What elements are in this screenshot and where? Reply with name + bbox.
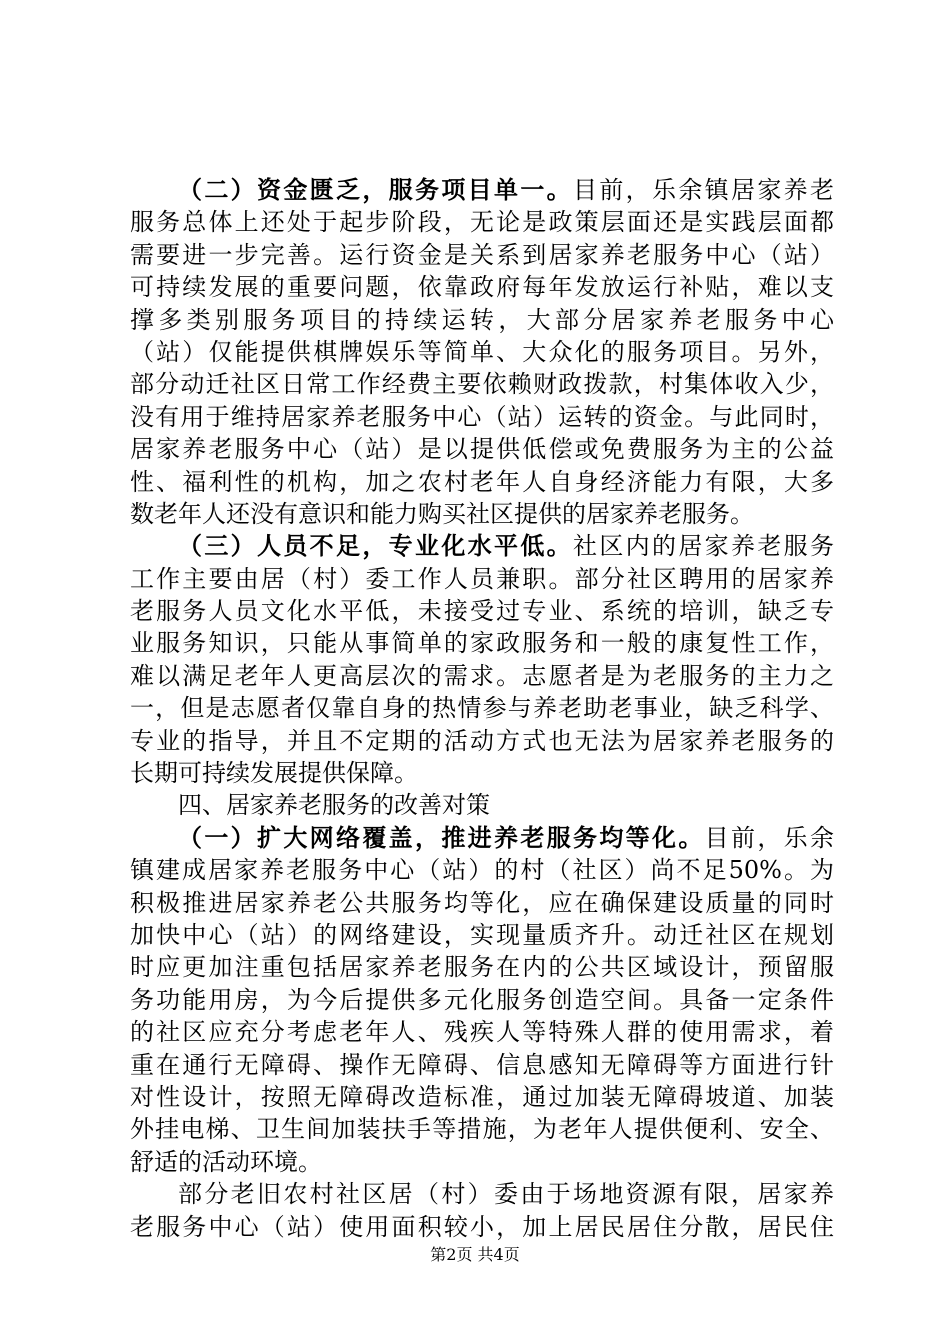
paragraph-line: （站）仅能提供棋牌娱乐等简单、大众化的服务项目。另外，: [130, 337, 834, 366]
paragraph-line: 性、福利性的机构，加之农村老年人自身经济能力有限，大多: [130, 467, 834, 496]
paragraph-line: 工作主要由居（村）委工作人员兼职。部分社区聘用的居家养: [130, 564, 834, 593]
section-subheading: （二）资金匮乏，服务项目单一。: [178, 175, 573, 204]
paragraph-text: 目前，乐余: [704, 823, 835, 852]
paragraph-line: 对性设计，按照无障碍改造标准，通过加装无障碍坡道、加装: [130, 1082, 834, 1111]
paragraph-line: [130, 530, 834, 562]
paragraph-line: 专业的指导，并且不定期的活动方式也无法为居家养老服务的: [130, 726, 834, 755]
paragraph-line: 服务总体上还处于起步阶段，无论是政策层面还是实践层面都: [130, 208, 834, 237]
paragraph-line: 时应更加注重包括居家养老服务在内的公共区域设计，预留服: [130, 953, 834, 982]
section-subheading: （一）扩大网络覆盖，推进养老服务均等化。: [178, 822, 705, 852]
document-body: [130, 174, 834, 1243]
paragraph-text: 目前，乐余镇居家养老: [573, 176, 834, 204]
paragraph-line: 的社区应充分考虑老年人、残疾人等特殊人群的使用需求，着: [130, 1018, 834, 1047]
paragraph-line: 部分老旧农村社区居（村）委由于场地资源有限，居家养: [178, 1180, 834, 1209]
paragraph-line: 老服务人员文化水平低，未接受过专业、系统的培训，缺乏专: [130, 597, 834, 626]
paragraph-line: 外挂电梯、卫生间加装扶手等措施，为老年人提供便利、安全、: [130, 1115, 834, 1144]
paragraph-line: 撑多类别服务项目的持续运转，大部分居家养老服务中心: [130, 305, 834, 334]
page-number-footer: 第2页 共4页: [430, 1245, 520, 1264]
paragraph-line: 加快中心（站）的网络建设，实现量质齐升。动迁社区在规划: [130, 920, 834, 949]
section-heading: 四、居家养老服务的改善对策: [178, 791, 490, 820]
paragraph-line: 重在通行无障碍、操作无障碍、信息感知无障碍等方面进行针: [130, 1050, 834, 1079]
paragraph-line: 镇建成居家养老服务中心（站）的村（社区）尚不足50%。为: [130, 856, 834, 885]
paragraph-line: 可持续发展的重要问题，依靠政府每年发放运行补贴，难以支: [130, 273, 834, 302]
paragraph-line: [130, 174, 834, 206]
paragraph-line: 业服务知识，只能从事简单的家政服务和一般的康复性工作，: [130, 629, 834, 658]
paragraph-line: 没有用于维持居家养老服务中心（站）运转的资金。与此同时，: [130, 402, 834, 431]
section-subheading: （三）人员不足，专业化水平低。: [178, 531, 573, 561]
paragraph-line: 需要进一步完善。运行资金是关系到居家养老服务中心（站）: [130, 240, 834, 269]
paragraph-line: 数老年人还没有意识和能力购买社区提供的居家养老服务。: [130, 499, 754, 528]
paragraph-line: 老服务中心（站）使用面积较小，加上居民居住分散，居民住: [130, 1212, 834, 1241]
paragraph-line: 一，但是志愿者仅靠自身的热情参与养老助老事业，缺乏科学、: [130, 694, 834, 723]
paragraph-line: 舒适的活动环境。: [130, 1147, 322, 1176]
paragraph-line: 居家养老服务中心（站）是以提供低偿或免费服务为主的公益: [130, 435, 834, 464]
paragraph-text: 社区内的居家养老服务: [573, 532, 834, 561]
paragraph-line: [130, 822, 834, 854]
paragraph-line: 长期可持续发展提供保障。: [130, 759, 418, 788]
paragraph-line: 部分动迁社区日常工作经费主要依赖财政拨款，村集体收入少，: [130, 370, 834, 399]
paragraph-line: 难以满足老年人更高层次的需求。志愿者是为老服务的主力之: [130, 661, 834, 690]
paragraph-line: 积极推进居家养老公共服务均等化，应在确保建设质量的同时: [130, 888, 834, 917]
paragraph-line: 务功能用房，为今后提供多元化服务创造空间。具备一定条件: [130, 985, 834, 1014]
